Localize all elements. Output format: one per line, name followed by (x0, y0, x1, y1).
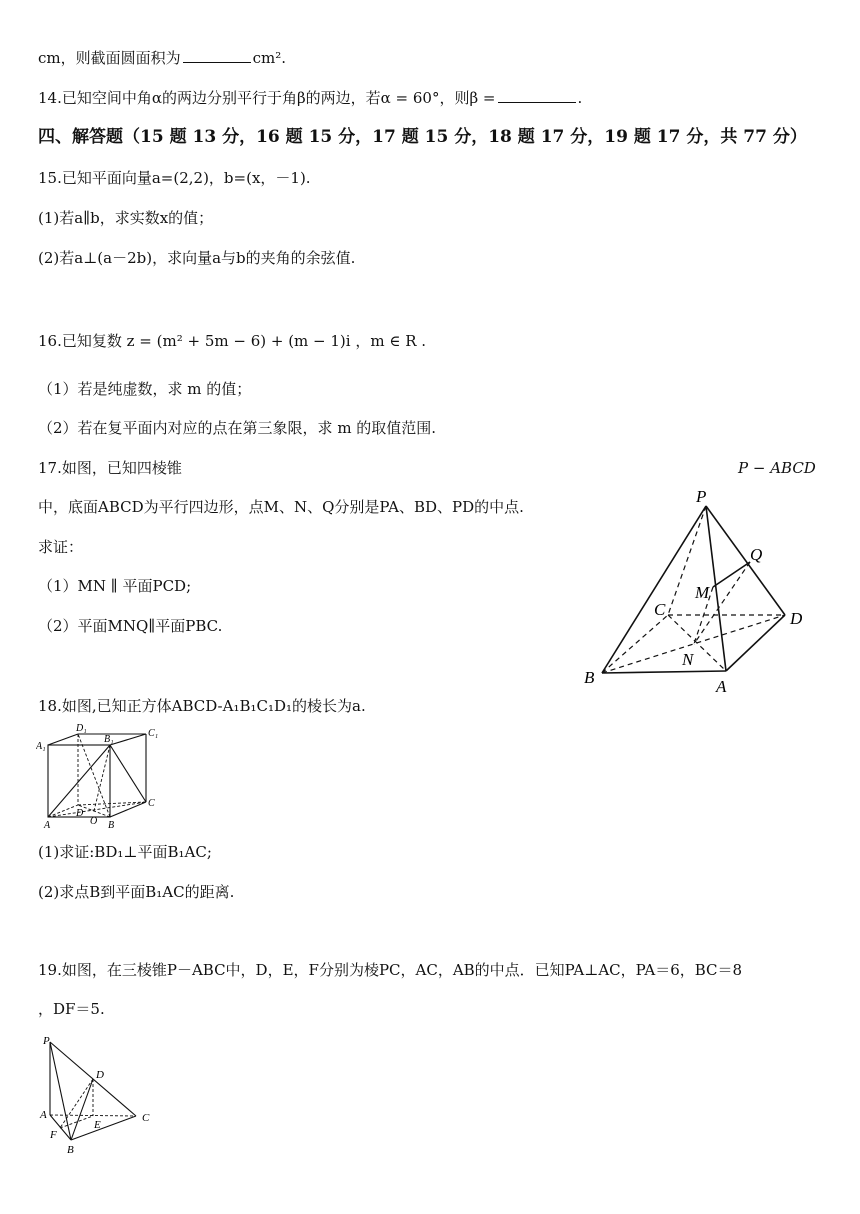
q13-tail-suffix: cm². (252, 49, 287, 67)
label-O: O (90, 816, 98, 827)
answer-blank (183, 48, 251, 63)
label-B: B (108, 820, 115, 831)
diag-BD (602, 615, 785, 673)
q14-suffix: . (577, 89, 583, 107)
q17-pyramid-figure (578, 482, 818, 701)
q18-part2: (2)求点B到平面B₁AC的距离. (38, 883, 235, 901)
q17-stem1: 17.如图，已知四棱锥 (38, 459, 182, 477)
label-Q: Q (750, 545, 763, 564)
q17-prove: 求证： (38, 538, 84, 556)
edge-BA (602, 671, 726, 673)
q15-part2: (2)若a⊥(a－2b)，求向量a与b的夹角的余弦值. (38, 249, 356, 267)
label-E: E (94, 1119, 101, 1131)
label-P: P (43, 1035, 50, 1047)
q14-text: 14.已知空间中角α的两边分别平行于角β的两边，若α = 60°，则β = (38, 89, 496, 107)
label-D: D (76, 808, 84, 819)
label-P: P (696, 487, 707, 506)
label-C: C (654, 600, 666, 619)
section-heading: 四、解答题（15 题 13 分，16 题 15 分，17 题 15 分，18 题 17 分，19 题 17 分，共 77 分） (38, 127, 807, 147)
q17-stem-right: P − ABCD (738, 459, 816, 477)
label-C1: C₁ (148, 728, 159, 739)
segment-MQ (713, 562, 750, 587)
q16-part1: （1）若是纯虚数，求 m 的值； (38, 380, 252, 398)
label-C: C (142, 1112, 150, 1124)
label-M: M (695, 583, 710, 602)
label-A: A (44, 820, 51, 831)
label-B1: B₁ (104, 734, 114, 745)
q16-stem: 16.已知复数 z = (m² + 5m − 6) + (m − 1)i ，m ∈ R . (38, 332, 427, 350)
q19-stem1: 19.如图，在三棱锥P－ABC中，D，E，F分别为棱PC，AC，AB的中点．已知PA⊥AC，PA＝6，BC＝8 (38, 961, 743, 979)
q18-cube-figure (36, 720, 166, 839)
label-A1: A₁ (36, 741, 46, 752)
q13-tail-line (38, 48, 286, 68)
label-D1: D₁ (76, 723, 87, 734)
label-F: F (50, 1129, 57, 1141)
q18-stem: 18.如图,已知正方体ABCD-A₁B₁C₁D₁的棱长为a. (38, 697, 366, 715)
label-B: B (584, 668, 595, 687)
label-A: A (40, 1109, 47, 1121)
edge-BC (602, 615, 668, 673)
q18-part1: (1)求证:BD₁⊥平面B₁AC; (38, 843, 212, 861)
q15-stem: 15.已知平面向量a=(2,2)，b=(x，－1). (38, 169, 311, 187)
label-B: B (67, 1144, 74, 1156)
label-D: D (790, 609, 803, 628)
q19-stem2: ，DF＝5. (38, 1000, 105, 1018)
label-A: A (716, 677, 727, 696)
q17-part2: （2）平面MNQ∥平面PBC. (38, 617, 223, 635)
q14-line (38, 88, 582, 108)
label-D: D (96, 1069, 104, 1081)
q16-part2: （2）若在复平面内对应的点在第三象限，求 m 的取值范围. (38, 419, 437, 437)
q15-part1: (1)若a∥b，求实数x的值； (38, 209, 214, 227)
edge-PB (602, 506, 706, 673)
edge-AD (726, 615, 785, 671)
q17-part1: （1）MN ∥ 平面PCD; (38, 577, 192, 595)
label-C: C (148, 798, 155, 809)
label-N: N (682, 650, 694, 669)
q13-tail-prefix: cm，则截面圆面积为 (38, 49, 181, 67)
answer-blank (498, 88, 576, 103)
q19-tetra-figure (36, 1032, 161, 1161)
q17-stem2: 中，底面ABCD为平行四边形，点M、N、Q分别是PA、BD、PD的中点. (38, 498, 524, 516)
